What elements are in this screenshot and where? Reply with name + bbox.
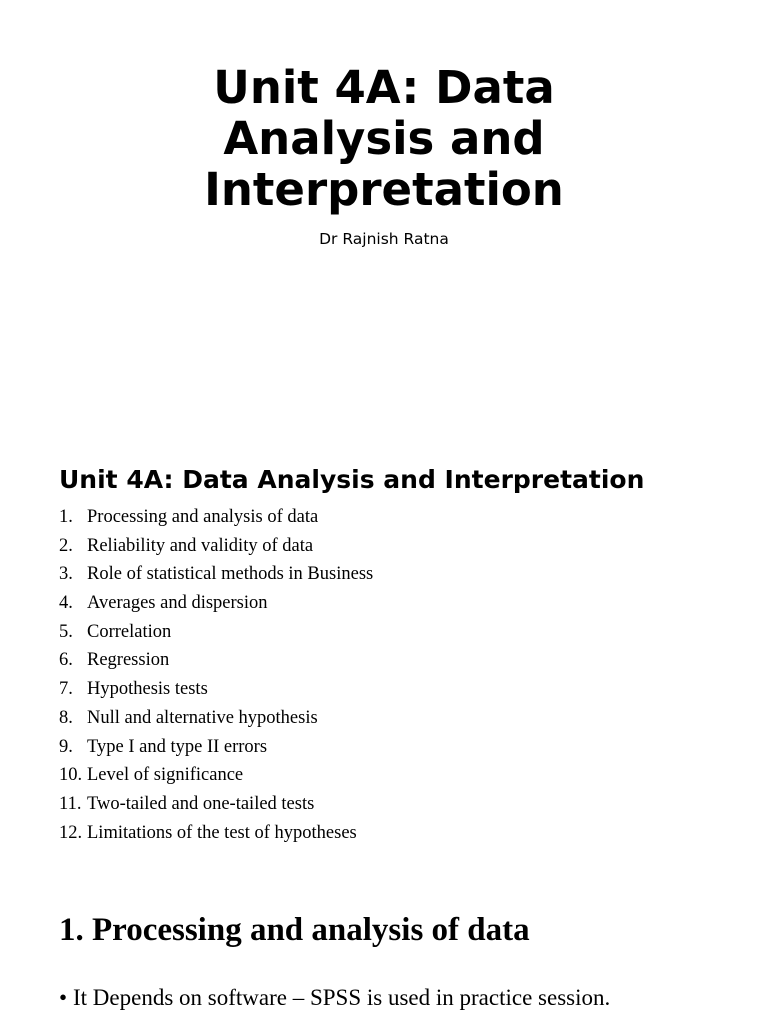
item-text: Level of significance [87,765,244,786]
title-line: Analysis and [223,112,545,165]
item-number: 5. [59,621,73,642]
list-item [59,761,373,790]
item-number: 8. [59,707,73,728]
title-line: Interpretation [204,163,564,216]
title-slide [0,0,768,440]
list-item [59,733,373,762]
list-item [59,981,610,1015]
bullet-icon: • [59,985,68,1010]
list-item [59,675,373,704]
item-text: Type I and type II errors [87,736,268,757]
item-number: 10. [59,765,83,786]
bullet-text: It Depends on software – SPSS is used in practice session. [73,985,611,1010]
item-text: Processing and analysis of data [87,507,319,527]
item-text: Null and alternative hypothesis [87,707,318,728]
list-item [59,819,373,848]
item-number: 4. [59,593,73,614]
title-line: Unit 4A: Data [213,61,555,114]
item-number: 11. [59,793,82,814]
item-number: 1. [59,507,73,527]
item-number: 2. [59,535,73,556]
section-heading: 1. Processing and analysis of data [59,912,530,948]
list-item [59,646,373,675]
item-number: 3. [59,564,73,585]
contents-list [59,503,373,847]
list-item [59,790,373,819]
list-item [59,560,373,589]
item-text: Reliability and validity of data [87,535,314,556]
presentation-title [0,62,768,215]
item-text: Averages and dispersion [87,593,268,614]
item-number: 6. [59,650,73,671]
item-text: Correlation [87,621,172,642]
item-number: 7. [59,679,73,700]
item-number: 12. [59,822,83,843]
contents-slide [0,440,768,880]
item-number: 9. [59,736,73,757]
item-text: Limitations of the test of hypotheses [87,822,357,843]
item-text: Hypothesis tests [87,679,208,700]
list-item [59,589,373,618]
section-slide [0,880,768,1024]
item-text: Role of statistical methods in Business [87,564,374,585]
author-name: Dr Rajnish Ratna [319,230,449,248]
list-item [59,532,373,561]
list-item [59,618,373,647]
item-text: Two-tailed and one-tailed tests [87,793,315,814]
bullet-list [59,981,610,1015]
item-text: Regression [87,650,170,671]
list-item [59,704,373,733]
list-item [59,503,373,532]
contents-heading: Unit 4A: Data Analysis and Interpretation [59,465,645,494]
